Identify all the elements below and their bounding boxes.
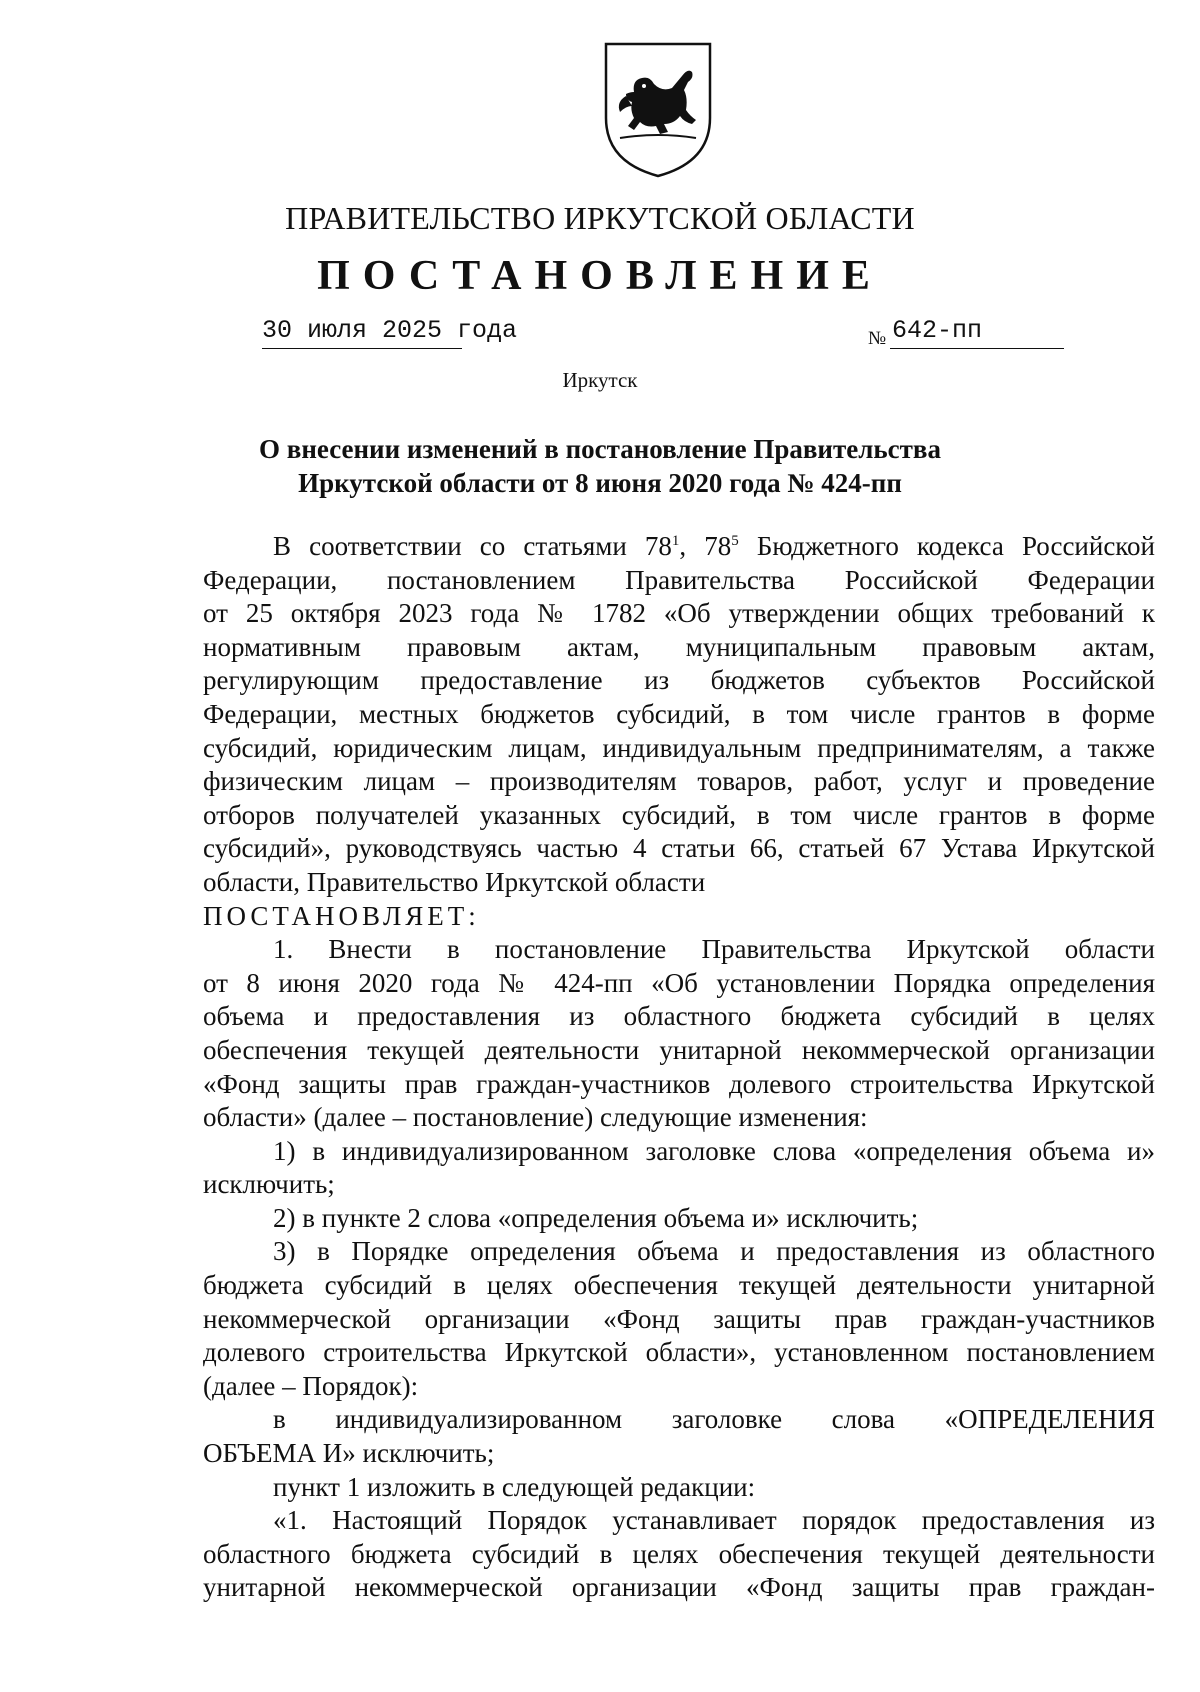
body-line: пункт 1 изложить в следующей редакции: (273, 1471, 756, 1502)
body-line: (далее – Порядок): (203, 1370, 419, 1401)
body-line: субсидий, юридическим лицам, индивидуальным предпринимателям, а также (203, 732, 1155, 763)
body-line: субсидий», руководствуясь частью 4 статьи 66, статьей 67 Устава Иркутской (203, 833, 1155, 864)
body-line: 1. Внести в постановление Правительства Иркутской области (273, 934, 1155, 965)
body-line: некоммерческой организации «Фонд защиты прав граждан-участников (203, 1303, 1155, 1334)
body-line: бюджета субсидий в целях обеспечения текущей деятельности унитарной (203, 1270, 1155, 1301)
body-line: 1) в индивидуализированном заголовке слова «определения объема и» (273, 1135, 1155, 1166)
document-date: 30 июля 2025 года (262, 316, 518, 345)
city-name: Иркутск (562, 368, 638, 392)
document-number: 642-пп (892, 316, 983, 345)
title-line: О внесении изменений в постановление Правительства (259, 434, 941, 464)
body-line: отборов получателей указанных субсидий, в том числе грантов в форме (203, 799, 1155, 830)
body-line: в индивидуализированном заголовке слова «ОПРЕДЕЛЕНИЯ (273, 1404, 1155, 1435)
coat-of-arms-icon (602, 40, 714, 180)
document-title (0, 432, 1200, 500)
body-line: ОБЪЕМА И» исключить; (203, 1438, 495, 1469)
body-line: В соответствии со статьями $78^1$, $78^5$ Бюджетного кодекса Российской (273, 531, 1155, 561)
body-line: «Фонд защиты прав граждан-участников долевого строительства Иркутской (203, 1068, 1155, 1099)
body-line: «1. Настоящий Порядок устанавливает порядок предоставления из (273, 1505, 1155, 1536)
body-line: долевого строительства Иркутской области», установленном постановлением (203, 1337, 1155, 1368)
body-line: области» (далее – постановление) следующие изменения: (203, 1102, 868, 1133)
body-line: исключить; (203, 1169, 335, 1200)
body-line: 2) в пункте 2 слова «определения объема и» исключить; (273, 1202, 919, 1233)
body-line: Федерации, местных бюджетов субсидий, в том числе грантов в форме (203, 698, 1155, 729)
body-line: объема и предоставления из областного бюджета субсидий в целях (203, 1001, 1155, 1032)
body-line: областного бюджета субсидий в целях обеспечения текущей деятельности (203, 1538, 1155, 1569)
document-body (203, 530, 1155, 1605)
title-line: Иркутской области от 8 июня 2020 года № 424-пп (298, 468, 902, 498)
document-type: ПОСТАНОВЛЕНИЕ (317, 253, 883, 299)
date-underline (262, 348, 462, 349)
body-line: обеспечения текущей деятельности унитарной некоммерческой организации (203, 1034, 1155, 1065)
body-line: унитарной некоммерческой организации «Фонд защиты прав граждан- (203, 1572, 1155, 1603)
body-line: от 8 июня 2020 года № 424-пп «Об установлении Порядка определения (203, 967, 1155, 998)
organization-name: ПРАВИТЕЛЬСТВО ИРКУТСКОЙ ОБЛАСТИ (285, 200, 915, 236)
number-underline (890, 348, 1064, 349)
body-line: Федерации, постановлением Правительства Российской Федерации (203, 564, 1155, 595)
body-line: области, Правительство Иркутской области (203, 866, 706, 897)
body-line: от 25 октября 2023 года № 1782 «Об утверждении общих требований к (203, 598, 1155, 629)
number-sign: № (868, 328, 887, 349)
body-line: физическим лицам – производителям товаров, работ, услуг и проведение (203, 766, 1155, 797)
decree-word: ПОСТАНОВЛЯЕТ: (203, 900, 480, 931)
body-line: регулирующим предоставление из бюджетов субъектов Российской (203, 665, 1155, 696)
body-line: нормативным правовым актам, муниципальным правовым актам, (203, 631, 1155, 662)
body-line: 3) в Порядке определения объема и предоставления из областного (273, 1236, 1155, 1267)
